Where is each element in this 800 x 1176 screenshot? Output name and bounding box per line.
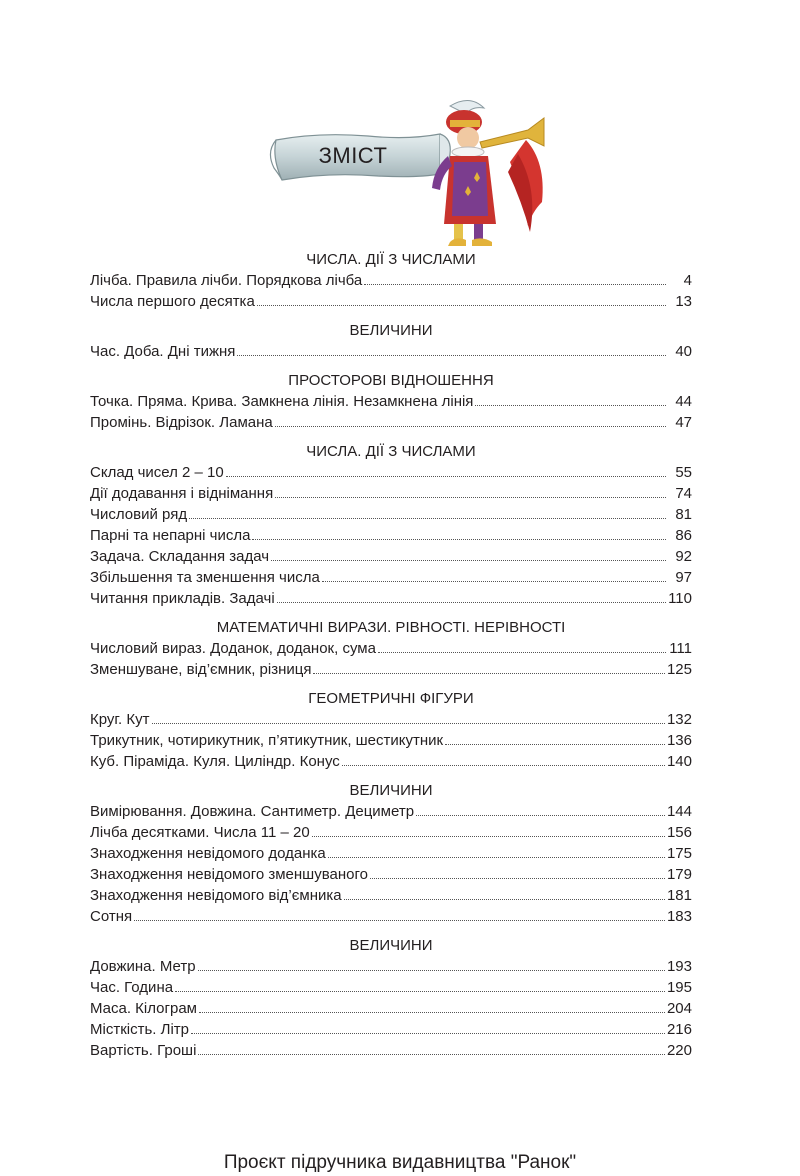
dot-leader bbox=[313, 673, 664, 674]
dot-leader bbox=[275, 426, 666, 427]
toc-entry-page: 144 bbox=[666, 803, 692, 820]
toc-entry-page: 175 bbox=[666, 845, 692, 862]
toc-entry-page: 44 bbox=[675, 393, 692, 410]
dot-leader bbox=[342, 765, 665, 766]
toc-entry-page: 204 bbox=[666, 1000, 692, 1017]
toc-entry bbox=[90, 659, 692, 680]
section-spacer bbox=[90, 772, 692, 780]
toc-entry-page: 216 bbox=[666, 1021, 692, 1038]
toc-entry-label: Числовий ряд bbox=[90, 506, 188, 523]
toc-entry-label: Точка. Пряма. Крива. Замкнена лінія. Незамкнена лінія bbox=[90, 393, 474, 410]
toc-entry bbox=[90, 709, 692, 730]
toc-entry bbox=[90, 977, 692, 998]
toc-entry-page: 136 bbox=[666, 732, 692, 749]
toc-entry-page: 92 bbox=[675, 548, 692, 565]
toc-entry bbox=[90, 638, 692, 659]
dot-leader bbox=[237, 355, 666, 356]
dot-leader bbox=[322, 581, 666, 582]
dot-leader bbox=[189, 518, 666, 519]
section-title: ПРОСТОРОВІ ВІДНОШЕННЯ bbox=[288, 372, 494, 389]
toc-entry-page: 181 bbox=[666, 887, 692, 904]
toc-entry bbox=[90, 822, 692, 843]
toc-entry-label: Зменшуване, від’ємник, різниця bbox=[90, 661, 312, 678]
toc-entry bbox=[90, 956, 692, 977]
toc-entry-page: 183 bbox=[666, 908, 692, 925]
toc-entry-label: Склад чисел 2 – 10 bbox=[90, 464, 224, 481]
dot-leader bbox=[199, 1012, 665, 1013]
toc-entry-label: Збільшення та зменшення числа bbox=[90, 569, 320, 586]
toc-entry bbox=[90, 864, 692, 885]
toc-entry bbox=[90, 998, 692, 1019]
toc-entry-label: Трикутник, чотирикутник, п’ятикутник, шестикутник bbox=[90, 732, 444, 749]
dot-leader bbox=[364, 284, 666, 285]
toc-entry-page: 55 bbox=[675, 464, 692, 481]
toc-entry-label: Лічба. Правила лічби. Порядкова лічба bbox=[90, 272, 363, 289]
toc-entry-label: Знаходження невідомого зменшуваного bbox=[90, 866, 368, 883]
dot-leader bbox=[271, 560, 666, 561]
toc-entry bbox=[90, 291, 692, 312]
dot-leader bbox=[198, 970, 665, 971]
toc-entry bbox=[90, 801, 692, 822]
toc-entry-page: 74 bbox=[675, 485, 692, 502]
toc-entry bbox=[90, 391, 692, 412]
toc-entry bbox=[90, 1019, 692, 1040]
toc-entry-label: Числовий вираз. Доданок, доданок, сума bbox=[90, 640, 376, 657]
section-spacer bbox=[90, 362, 692, 370]
section-spacer bbox=[90, 680, 692, 688]
page-title: ЗМІСТ bbox=[318, 143, 388, 168]
toc-entry bbox=[90, 885, 692, 906]
toc-entry-page: 193 bbox=[666, 958, 692, 975]
section-spacer bbox=[90, 312, 692, 320]
toc-entry bbox=[90, 730, 692, 751]
toc-entry bbox=[90, 525, 692, 546]
toc-entry-page: 140 bbox=[666, 753, 692, 770]
toc-entry-label: Довжина. Метр bbox=[90, 958, 196, 975]
section-title: ВЕЛИЧИНИ bbox=[349, 322, 433, 339]
toc-entry bbox=[90, 843, 692, 864]
dot-leader bbox=[175, 991, 665, 992]
toc-entry-label: Місткість. Літр bbox=[90, 1021, 190, 1038]
toc-entry-page: 13 bbox=[675, 293, 692, 310]
toc-entry bbox=[90, 504, 692, 525]
toc-entry bbox=[90, 1040, 692, 1061]
table-of-contents bbox=[90, 249, 692, 1061]
toc-entry-label: Знаходження невідомого від’ємника bbox=[90, 887, 342, 904]
herald-trumpeter-icon bbox=[410, 92, 560, 252]
toc-entry-label: Лічба десятками. Числа 11 – 20 bbox=[90, 824, 310, 841]
toc-entry-label: Вимірювання. Довжина. Сантиметр. Дециметр bbox=[90, 803, 415, 820]
toc-entry bbox=[90, 412, 692, 433]
dot-leader bbox=[416, 815, 665, 816]
toc-entry-label: Промінь. Відрізок. Ламана bbox=[90, 414, 273, 431]
dot-leader bbox=[252, 539, 666, 540]
section-title: ГЕОМЕТРИЧНІ ФІГУРИ bbox=[308, 690, 474, 707]
toc-entry bbox=[90, 270, 692, 291]
toc-entry-label: Читання прикладів. Задачі bbox=[90, 590, 275, 607]
dot-leader bbox=[275, 497, 666, 498]
dot-leader bbox=[198, 1054, 665, 1055]
toc-entry bbox=[90, 483, 692, 504]
toc-entry-page: 47 bbox=[675, 414, 692, 431]
toc-entry-page: 132 bbox=[666, 711, 692, 728]
section-spacer bbox=[90, 433, 692, 441]
section-title: МАТЕМАТИЧНІ ВИРАЗИ. РІВНОСТІ. НЕРІВНОСТІ bbox=[216, 619, 566, 636]
toc-entry-page: 4 bbox=[683, 272, 692, 289]
toc-entry-label: Час. Година bbox=[90, 979, 174, 996]
toc-entry-label: Куб. Піраміда. Куля. Циліндр. Конус bbox=[90, 753, 340, 770]
section-title: ВЕЛИЧИНИ bbox=[349, 782, 433, 799]
toc-entry-page: 110 bbox=[668, 590, 692, 607]
dot-leader bbox=[475, 405, 666, 406]
toc-entry-page: 40 bbox=[675, 343, 692, 360]
section-title: ЧИСЛА. ДІЇ З ЧИСЛАМИ bbox=[306, 443, 476, 460]
toc-entry bbox=[90, 341, 692, 362]
dot-leader bbox=[312, 836, 665, 837]
dot-leader bbox=[277, 602, 666, 603]
toc-entry-label: Маса. Кілограм bbox=[90, 1000, 197, 1017]
toc-entry-label: Задача. Складання задач bbox=[90, 548, 270, 565]
toc-entry-label: Парні та непарні числа bbox=[90, 527, 251, 544]
dot-leader bbox=[152, 723, 665, 724]
toc-entry-page: 81 bbox=[675, 506, 692, 523]
toc-entry-label: Час. Доба. Дні тижня bbox=[90, 343, 236, 360]
toc-entry bbox=[90, 567, 692, 588]
toc-entry-label: Круг. Кут bbox=[90, 711, 150, 728]
toc-entry bbox=[90, 751, 692, 772]
toc-entry-page: 195 bbox=[666, 979, 692, 996]
dot-leader bbox=[378, 652, 666, 653]
dot-leader bbox=[257, 305, 666, 306]
toc-entry bbox=[90, 588, 692, 609]
toc-entry-page: 125 bbox=[666, 661, 692, 678]
dot-leader bbox=[370, 878, 665, 879]
footer-publisher-note: Проєкт підручника видавництва "Ранок" bbox=[223, 1152, 577, 1173]
toc-entry bbox=[90, 462, 692, 483]
dot-leader bbox=[134, 920, 665, 921]
dot-leader bbox=[445, 744, 665, 745]
section-title: ВЕЛИЧИНИ bbox=[349, 937, 433, 954]
toc-entry-page: 86 bbox=[675, 527, 692, 544]
dot-leader bbox=[328, 857, 665, 858]
toc-entry-label: Дії додавання і віднімання bbox=[90, 485, 274, 502]
toc-entry bbox=[90, 906, 692, 927]
dot-leader bbox=[191, 1033, 665, 1034]
section-title: ЧИСЛА. ДІЇ З ЧИСЛАМИ bbox=[306, 251, 476, 268]
toc-entry bbox=[90, 546, 692, 567]
toc-entry-page: 220 bbox=[666, 1042, 692, 1059]
dot-leader bbox=[344, 899, 665, 900]
toc-entry-page: 111 bbox=[669, 640, 692, 657]
section-spacer bbox=[90, 609, 692, 617]
toc-entry-page: 97 bbox=[675, 569, 692, 586]
toc-entry-label: Знаходження невідомого доданка bbox=[90, 845, 326, 862]
toc-entry-page: 156 bbox=[666, 824, 692, 841]
toc-entry-page: 179 bbox=[666, 866, 692, 883]
page-header bbox=[0, 0, 800, 250]
toc-entry-label: Сотня bbox=[90, 908, 133, 925]
toc-entry-label: Числа першого десятка bbox=[90, 293, 255, 310]
dot-leader bbox=[226, 476, 666, 477]
section-spacer bbox=[90, 927, 692, 935]
toc-entry-label: Вартість. Гроші bbox=[90, 1042, 197, 1059]
